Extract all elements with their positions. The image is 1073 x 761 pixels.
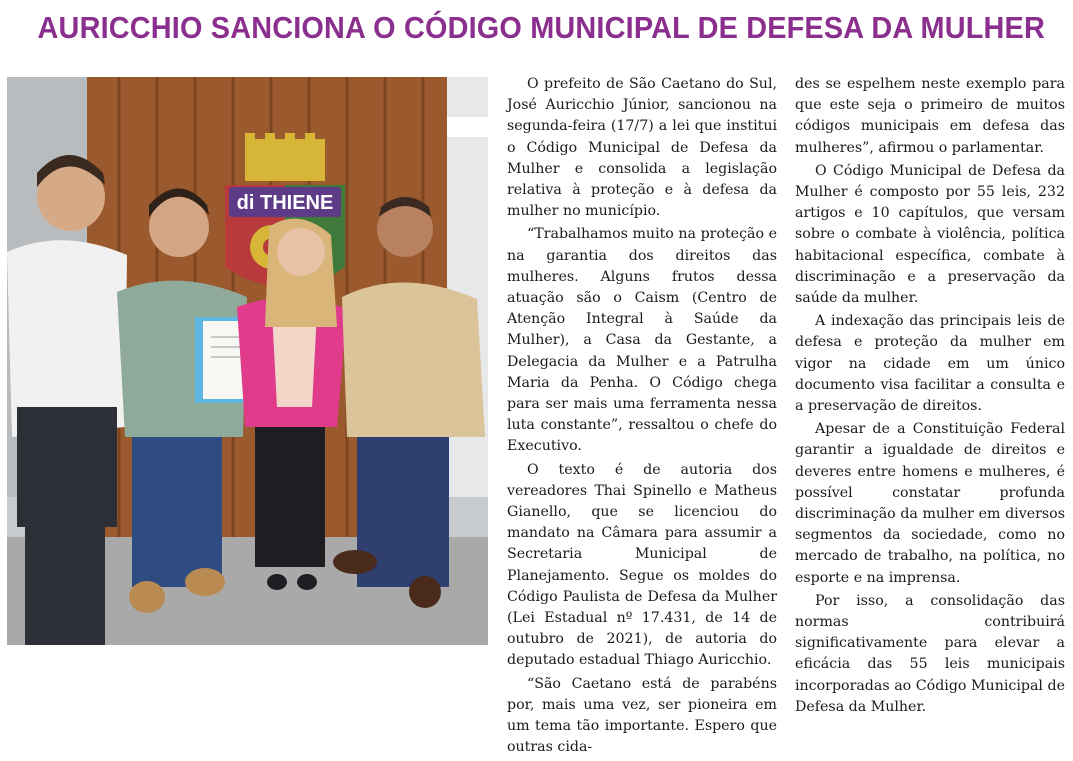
paragraph: O Código Municipal de Defesa da Mulher é composto por 55 leis, 232 artigos e 10 capítulos, que versam sobre o combate à violência, política habitacional específica, combate à discriminação e a preservação da saúde da mulher. (795, 162, 1065, 307)
paragraph: Por isso, a consolidação das normas contribuirá significativamente para elevar a eficácia das 55 leis municipais incorporadas ao Código Municipal de Defesa da Mulher. (795, 592, 1065, 715)
svg-text:di THIENE: di THIENE (236, 192, 334, 214)
headline: AURICCHIO SANCIONA O CÓDIGO MUNICIPAL DE DEFESA DA MULHER (37, 10, 1045, 45)
news-photo (7, 77, 488, 645)
paragraph: A indexação das principais leis de defesa e proteção da mulher em vigor na cidade em um único documento visa facilitar a consulta e a preservação de direitos. (795, 313, 1065, 415)
paragraph: O texto é de autoria dos vereadores Thai Spinello e Matheus Gianello, que se licenciou do mandato na Câmara para assumir a Secretaria Municipal de Planejamento. Segue os moldes do Código Paulista de Defesa da Mulher (Lei Estadual nº 17.431, de 14 de outubro de 2021), de autoria do deputado estadual Thiago Auricchio. (507, 461, 777, 669)
article-column-2 (795, 74, 1065, 720)
paragraph: Apesar de a Constituição Federal garantir a igualdade de direitos e deveres entre homens e mulheres, é possível constatar profunda discriminação da mulher em diversos segmentos da sociedade, como no mercado de trabalho, na política, no esporte e na imprensa. (795, 421, 1065, 586)
paragraph-continued: des se espelhem neste exemplo para que este seja o primeiro de muitos códigos municipais em defesa das mulheres”, afirmou o parlamentar. (795, 76, 1065, 156)
paragraph: “Trabalhamos muito na proteção e na garantia dos direitos das mulheres. Alguns frutos dessa atuação são o Caism (Centro de Atenção Integral à Saúde da Mulher), a Casa da Gestante, a Delegacia da Mulher e a Patrulha Maria da Penha. O Código chega para ser mais uma ferramenta nessa luta constante”, ressaltou o chefe do Executivo. (507, 226, 777, 455)
article-column-1 (507, 74, 777, 761)
photo-illustration (7, 77, 488, 645)
paragraph: “São Caetano está de parabéns por, mais uma vez, ser pioneira em um tema tão importante. Espero que outras cida- (507, 675, 777, 756)
paragraph: O prefeito de São Caetano do Sul, José Auricchio Júnior, sancionou na segunda-feira (17/7) a lei que institui o Código Municipal de Defesa da Mulher e consolida a legislação relativa à proteção e à defesa da mulher no município. (507, 76, 777, 220)
